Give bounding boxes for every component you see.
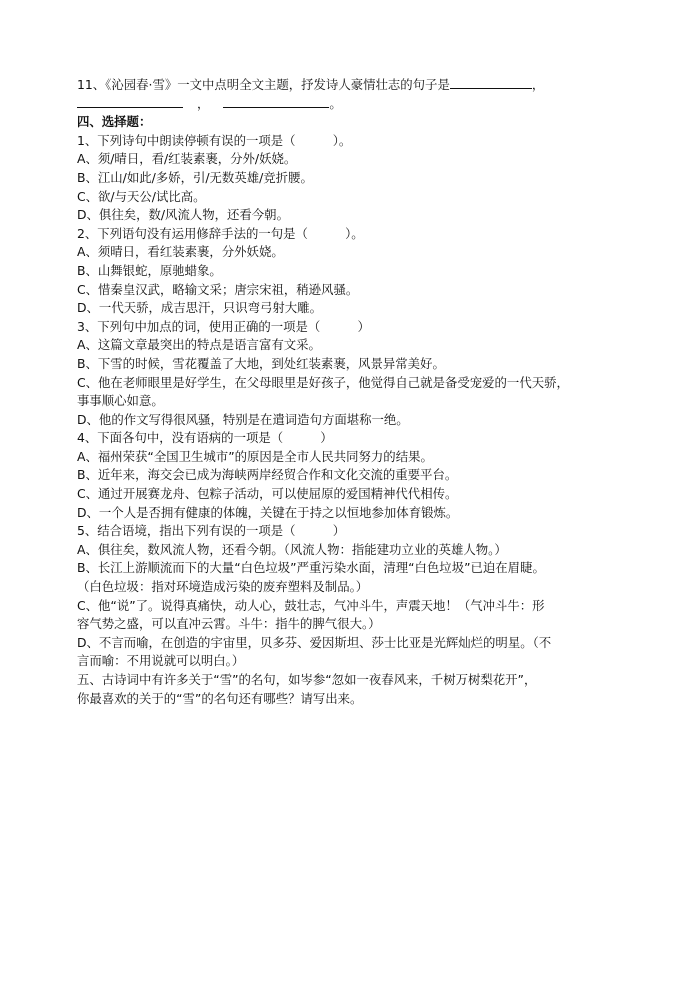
text-line: D、俱往矣，数/风流人物，还看今朝。 (77, 207, 289, 223)
text-line: 4、下面各句中，没有语病的一项是（ ） (77, 430, 333, 446)
period: 。 (329, 95, 342, 111)
text-line: D、一代天骄，成吉思汗，只识弯弓射大雕。 (77, 300, 322, 316)
text-line: C、通过开展赛龙舟、包粽子活动，可以使屈原的爱国精神代代相传。 (77, 486, 458, 502)
text-line: 容气势之盛，可以直冲云霄。斗牛：指牛的脾气很大。） (77, 616, 381, 632)
answer-blank-3[interactable] (223, 95, 329, 108)
question-11-cont (77, 95, 625, 114)
text-line: A、须晴日，看红装素裹，分外妖娆。 (77, 244, 284, 260)
text-line: A、这篇文章最突出的特点是语言富有文采。 (77, 337, 321, 353)
text-line: C、他“说”了。说得真痛快，动人心，鼓壮志，气冲斗牛，声震天地！（气冲斗牛：形 (77, 597, 545, 613)
text-line: B、江山/如此/多娇，引/无数英雄/竞折腰。 (77, 169, 313, 185)
question-11 (77, 76, 625, 95)
text-line: （白色垃圾：指对环境造成污染的废弃塑料及制品。） (77, 579, 369, 595)
text-line: C、欲/与天公/试比高。 (77, 188, 206, 204)
text-line: A、须/晴日，看/红装素裹，分外/妖娆。 (77, 151, 297, 167)
question-11-text: 11、《沁园春·雪》一文中点明全文主题，抒发诗人豪情壮志的句子是 (77, 77, 450, 92)
text-line: B、山舞银蛇，原驰蜡象。 (77, 262, 222, 278)
text-line: C、惜秦皇汉武，略输文采；唐宗宋祖，稍逊风骚。 (77, 281, 359, 297)
text-line: B、下雪的时候，雪花覆盖了大地，到处红装素裹，风景异常美好。 (77, 355, 445, 371)
section-4-title: 四、选择题： (77, 114, 152, 130)
text-line: C、他在老师眼里是好学生，在父母眼里是好孩子，他觉得自己就是备受宠爱的一代天骄， (77, 374, 569, 390)
text-line: A、福州荣获“全国卫生城市”的原因是全市人民共同努力的结果。 (77, 448, 433, 464)
document-page (77, 76, 625, 708)
text-line: 2、下列语句没有运用修辞手法的一句是（ ）。 (77, 225, 364, 241)
text-line: 言而喻：不用说就可以明白。） (77, 653, 245, 669)
text-line: D、他的作文写得很风骚，特别是在遣词造句方面堪称一绝。 (77, 411, 409, 427)
text-line: 你最喜欢的关于的“雪”的名句还有哪些？请写出来。 (77, 690, 363, 706)
text-line: B、长江上游顺流而下的大量“白色垃圾”严重污染水面，清理“白色垃圾”已迫在眉睫。 (77, 560, 545, 576)
text-line: 五、古诗词中有许多关于“雪”的名句，如岑参“忽如一夜春风来，千树万树梨花开”， (77, 672, 537, 687)
text-line: 1、下列诗句中朗读停顿有误的一项是（ ）。 (77, 132, 352, 148)
separator: ， (531, 77, 545, 92)
separator: ， (197, 95, 210, 111)
text-line: 事事顺心如意。 (77, 393, 164, 409)
text-line: D、不言而喻，在创造的宇宙里，贝多芬、爱因斯坦、莎士比亚是光辉灿烂的明星。（不 (77, 634, 552, 650)
text-line: 5、结合语境，指出下列有误的一项是（ ） (77, 523, 346, 539)
answer-blank-2[interactable] (77, 95, 183, 108)
text-line: 3、下列句中加点的词，使用正确的一项是（ ） (77, 318, 370, 334)
text-line: B、近年来，海交会已成为海峡两岸经贸合作和文化交流的重要平台。 (77, 467, 458, 483)
text-line: A、俱往矣，数风流人物，还看今朝。（风流人物：指能建功立业的英雄人物。） (77, 541, 507, 557)
answer-blank-1[interactable] (450, 76, 532, 89)
text-line: D、一个人是否拥有健康的体魄，关键在于持之以恒地参加体育锻炼。 (77, 504, 459, 520)
